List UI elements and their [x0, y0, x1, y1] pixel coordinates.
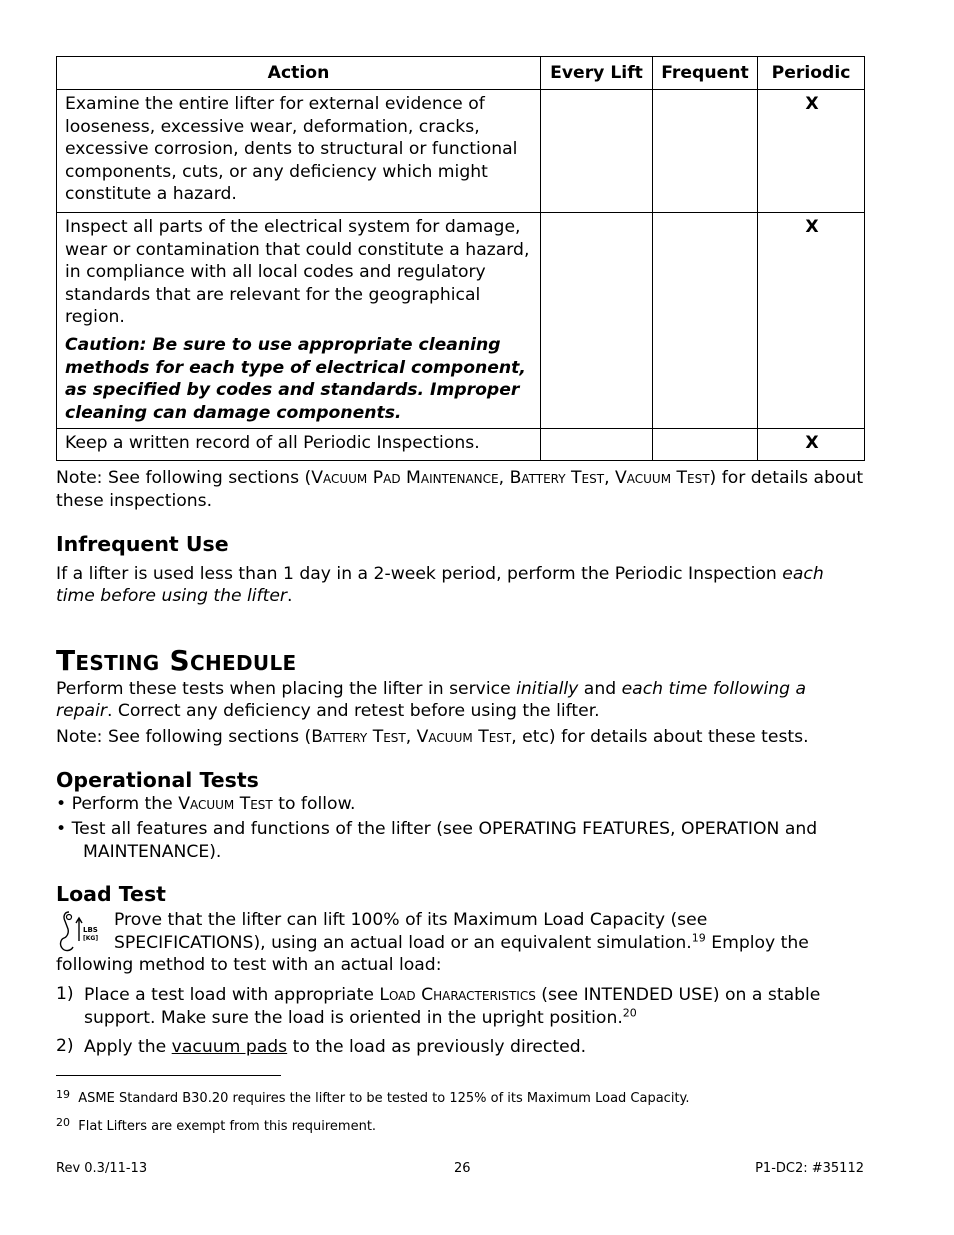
header-frequent: Frequent: [653, 57, 758, 90]
list-item: [56, 818, 864, 863]
body-text: Perform these tests when placing the lifter in service: [56, 678, 517, 699]
table-row: [57, 213, 865, 429]
row-frequent: [653, 213, 758, 429]
section-ref: Load Characteristics: [379, 985, 536, 1006]
step-number: 1): [56, 984, 74, 1005]
testing-intro: [56, 678, 864, 723]
row-every-lift: [541, 429, 653, 461]
note-text: , etc) for details about these tests.: [511, 726, 809, 747]
row-frequent: [653, 429, 758, 461]
section-ref: Battery Test: [509, 468, 605, 489]
row-periodic-mark: X: [758, 429, 865, 461]
load-test-heading: Load Test: [56, 882, 166, 907]
note-sep: ,: [498, 468, 510, 489]
document-body: [56, 56, 864, 1059]
body-text: • Perform the: [56, 793, 179, 814]
table-row: [57, 429, 865, 461]
infrequent-use-heading: Infrequent Use: [56, 531, 229, 556]
body-text: to the load as previously directed.: [287, 1037, 587, 1058]
step-text: [84, 1036, 864, 1059]
footnote-text: Flat Lifters are exempt from this requirement.: [78, 1119, 377, 1134]
inspection-note: [56, 467, 864, 512]
body-text: .: [287, 586, 293, 607]
body-text: Place a test load with appropriate: [84, 985, 380, 1006]
note-text: Note: See following sections (: [56, 468, 312, 489]
vacuum-pads-link: vacuum pads: [171, 1037, 288, 1058]
emphasis-text: initially: [516, 678, 579, 699]
row-every-lift: [541, 90, 653, 213]
caution-text: Caution: Be sure to use appropriate cleaning methods for each type of electrical component, as specified by codes and standards. Improper cleaning can damage components.: [65, 334, 526, 423]
body-text: Prove that the lifter can lift 100% of its Maximum Load Capacity (see SPECIFICATIONS), using an actual load or an equivalent simulation.: [114, 910, 708, 953]
footnote-divider: [56, 1075, 281, 1076]
row-action-text: Inspect all parts of the electrical system for damage, wear or contamination that could constitute a hazard, in compliance with all local codes and regulatory standards that are relevant for the geographical region.: [65, 217, 530, 328]
footnote-ref: 19: [691, 931, 706, 945]
footnote: [56, 1116, 377, 1134]
kg-label: [KG]: [83, 935, 99, 943]
section-ref: Battery Test: [311, 726, 406, 747]
body-text: MAINTENANCE).: [83, 841, 222, 862]
testing-schedule-heading: Testing Schedule: [56, 643, 297, 677]
emphasis-text: each time before using the lifter: [56, 563, 824, 607]
footnote: [56, 1088, 690, 1106]
footnote-text: ASME Standard B30.20 requires the lifter to be tested to 125% of its Maximum Load Capacity.: [78, 1091, 690, 1106]
body-text: to follow.: [272, 793, 356, 814]
body-text: (see INTENDED USE) on a stable support. Make sure the load is oriented in the upright position.: [84, 985, 821, 1028]
footnote-ref: 20: [622, 1005, 637, 1019]
inspection-table: [56, 56, 865, 461]
row-frequent: [653, 90, 758, 213]
list-item: [56, 793, 864, 816]
row-action: Examine the entire lifter for external evidence of looseness, excessive wear, deformation, cracks, excessive corrosion, dents to structural or functional components, cuts, or any deficiency which might constitute a hazard.: [57, 90, 541, 213]
load-test-intro: [56, 909, 864, 977]
row-action: Keep a written record of all Periodic Inspections.: [57, 429, 541, 461]
body-text: Apply the: [84, 1037, 172, 1058]
list-item: [56, 1036, 864, 1059]
load-hook-icon: [56, 909, 106, 953]
section-ref: Vacuum Test: [615, 468, 710, 489]
body-text: . Correct any deficiency and retest before using the lifter.: [106, 701, 600, 722]
infrequent-use-text: [56, 563, 864, 608]
operational-tests-heading: Operational Tests: [56, 767, 259, 792]
header-every-lift: Every Lift: [541, 57, 653, 90]
emphasis-text: each time following a repair: [56, 678, 807, 722]
table-row: [57, 90, 865, 213]
row-periodic-mark: X: [758, 213, 865, 429]
step-number: 2): [56, 1036, 74, 1057]
page-number: 26: [454, 1161, 471, 1176]
footnote-number: 20: [56, 1116, 70, 1129]
row-action: [57, 213, 541, 429]
body-text: Employ the following method to test with an actual load:: [56, 932, 809, 976]
header-action: Action: [57, 57, 541, 90]
body-text: • Test all features and functions of the lifter (see OPERATING FEATURES, OPERATION and: [56, 819, 818, 840]
header-periodic: Periodic: [758, 57, 865, 90]
step-text: [84, 984, 864, 1029]
section-ref: Vacuum Test: [416, 726, 512, 747]
footer-revision: Rev 0.3/11-13: [56, 1161, 148, 1176]
section-ref: Vacuum Pad Maintenance: [311, 468, 499, 489]
load-test-text: [56, 909, 864, 977]
row-periodic-mark: X: [758, 90, 865, 213]
testing-note: [56, 726, 864, 749]
note-sep: ,: [604, 468, 615, 489]
note-text: ) for details about these inspections.: [56, 468, 864, 511]
footer-doc-id: P1-DC2: #35112: [755, 1161, 864, 1176]
section-ref: Vacuum Test: [178, 793, 273, 814]
footnote-number: 19: [56, 1088, 70, 1101]
list-item: [56, 984, 864, 1029]
note-sep: ,: [405, 726, 417, 747]
body-text: and: [578, 678, 622, 699]
body-text: If a lifter is used less than 1 day in a 2-week period, perform the Periodic Inspection: [56, 563, 783, 584]
row-every-lift: [541, 213, 653, 429]
note-text: Note: See following sections (: [56, 726, 312, 747]
table-header-row: [57, 57, 865, 90]
lbs-label: LBS: [83, 926, 98, 935]
